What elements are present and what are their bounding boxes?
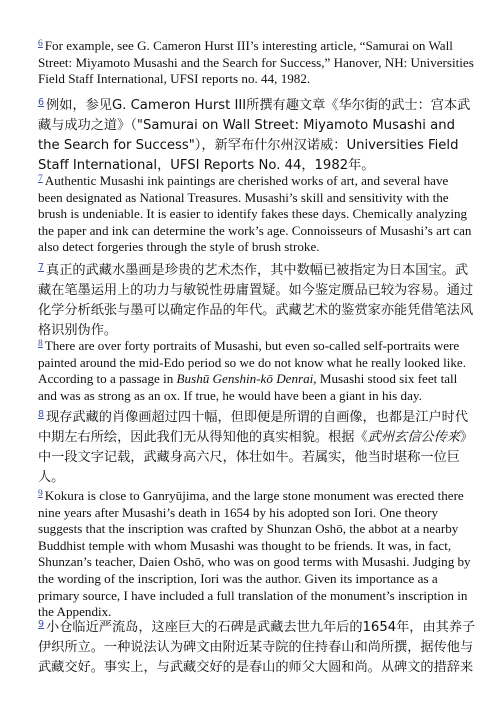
footnote-7-link[interactable]: 7 [38, 174, 43, 184]
footnote-8-zh-before: 现存武藏的肖像画超过四十幅，但即便是所谓的自画像，也都是江户时代中期左右所绘，因此我们无从得知他的真实相貌。根据《 [38, 410, 469, 445]
footnote-8-link[interactable]: 8 [38, 339, 43, 349]
footnote-6-en-text: For example, see G. Cameron Hurst III’s interesting article, “Samurai on Wall Street: Miyamoto Musashi and the Search for Success,” Hanover, NH: Universities Field Staff International, UFSI reports no. 44, 1982. [38, 38, 474, 87]
footnote-9-en-text: Kokura is close to Ganryūjima, and the large stone monument was erected there nine years after Musashi’s death in 1654 by his adopted son Iori. One theory suggests that the inscription was crafted by Shunzan Oshō, the abbot at a nearby Buddhist temple with whom Musashi was thought to be friends. It was, in fact, Shunzan’s teacher, Daien Oshō, who was on good terms with Musashi. Judging by the wording of the inscription, Iori was the author. Given its importance as a primary source, I have included a full translation of the monument’s inscription in the Appendix. [38, 488, 471, 620]
footnote-6-zh [38, 93, 478, 176]
book-title: Bushū Genshin-kō Denrai [176, 371, 314, 387]
footnote-9-zh-text: 小仓临近严流岛，这座巨大的石碑是武藏去世九年后的1654年，由其养子伊织所立。一种说法认为碑文由附近某寺院的住持春山和尚所撰，据传他与武藏交好。事实上，与武藏交好的是春山的师父大圆和尚。从碑文的措辞来 [38, 620, 476, 675]
footnote-7-zh [38, 258, 478, 341]
footnote-6-zh-text: 例如，参见G. Cameron Hurst III所撰有趣文章《华尔街的武士：宫本武藏与成功之道》（"Samurai on Wall Street: Miyamoto Musashi and the Search for Success"），新罕布什尔州汉诺威：Universities Field Staff International，UFSI Reports No. 44，1982年。 [38, 98, 471, 173]
footnote-7-zh-text: 真正的武藏水墨画是珍贵的艺术杰作，其中数幅已被指定为日本国宝。武藏在笔墨运用上的功力与敏锐性毋庸置疑。如今鉴定赝品已较为容易。通过化学分析纸张与墨可以确定作品的年代。武藏艺术的鉴赏家亦能凭借笔法风格识别伪作。 [38, 263, 474, 338]
footnote-8-zh-link[interactable]: 8 [38, 409, 45, 420]
footnote-8-en [38, 336, 474, 404]
footnote-9-zh-link[interactable]: 9 [38, 619, 45, 630]
footnote-9-en [38, 486, 474, 621]
footnote-8-zh-after: 》中一段文字记载，武藏身高六尺，体壮如牛。若属实，他当时堪称一位巨人。 [38, 430, 474, 485]
footnote-8-en-before: There are over forty portraits of Musashi, but even so-called self-portraits were painted around the mid-Edo period so we do not know what he really looked like. According to a passage in [38, 338, 466, 387]
book-title-zh: 武州玄信公传来 [367, 430, 460, 445]
footnote-8-en-after: , Musashi stood six feet tall and was as strong as an ox. If true, he would have been a giant in his day. [38, 371, 458, 403]
footnote-6-en [38, 36, 474, 88]
footnote-9-link[interactable]: 9 [38, 489, 43, 499]
footnote-6-link[interactable]: 6 [38, 39, 43, 49]
footnote-8-zh [38, 405, 478, 488]
footnote-7-en-text: Authentic Musashi ink paintings are cherished works of art, and several have been designated as National Treasures. Musashi’s skill and sensitivity with the brush is undeniable. It is easier to identify fakes these days. Chemically analyzing the paper and ink can determine the work’s age. Connoisseurs of Musashi’s art can also detect forgeries through the style of brush stroke. [38, 173, 472, 255]
footnote-6-zh-link[interactable]: 6 [38, 97, 45, 108]
footnote-7-zh-link[interactable]: 7 [38, 262, 45, 273]
footnote-7-en [38, 171, 474, 256]
footnote-9-zh [38, 615, 478, 678]
